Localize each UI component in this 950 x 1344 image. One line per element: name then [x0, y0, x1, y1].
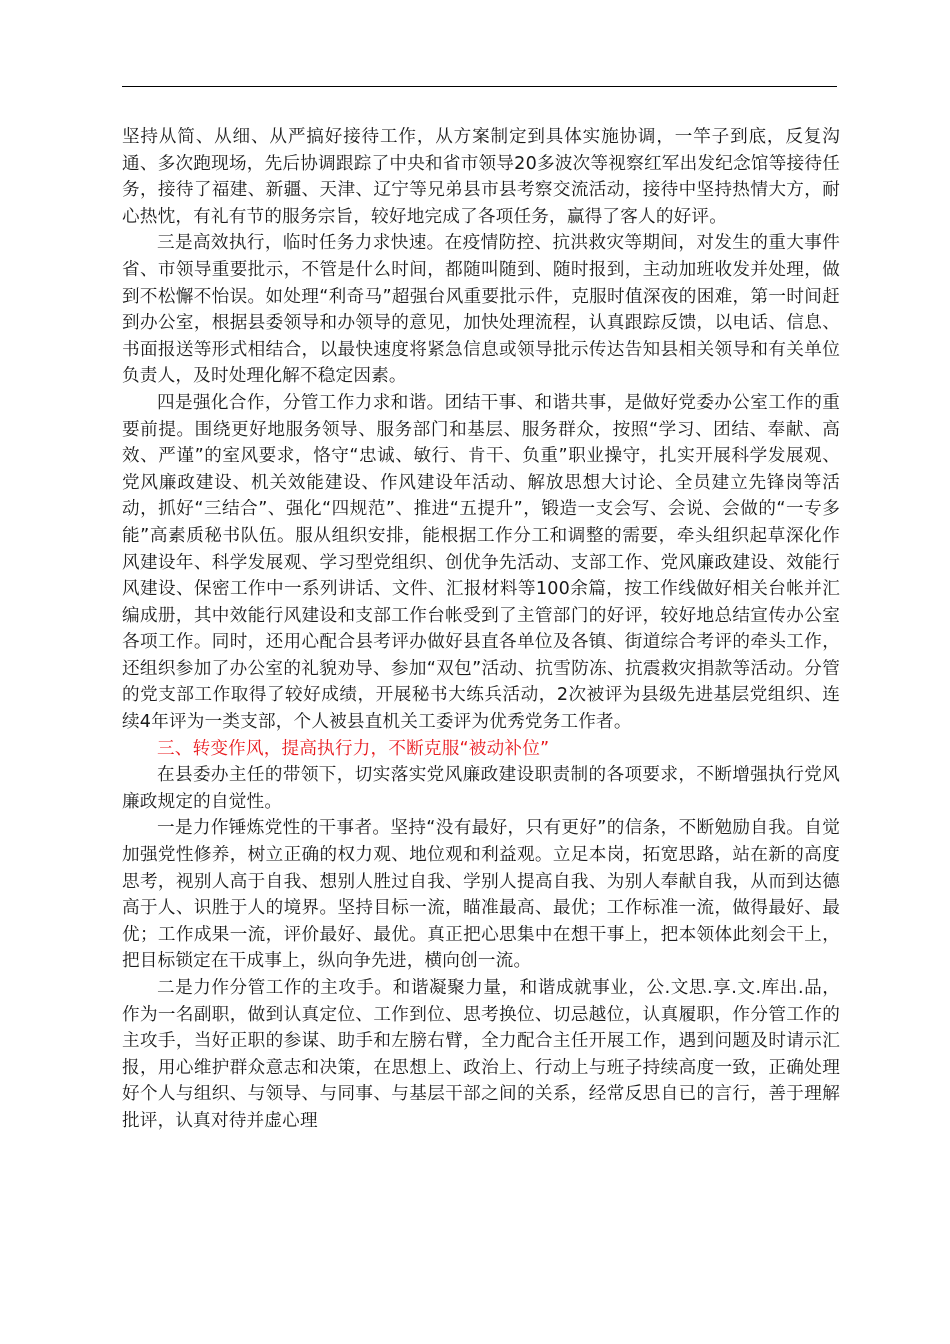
paragraph-second-point: 二是力作分管工作的主攻手。和谐凝聚力量，和谐成就事业，公.文思.享.文.库出.品，作为一名副职，做到认真定位、工作到位、思考换位、切忌越位，认真履职，作分管工作的主攻手，当好正职的参谋、助手和左膀右臂，全力配合主任开展工作，遇到问题及时请示汇报，用心维护群众意志和决策，在思想上、政治上、行动上与班子持续高度一致，正确处理好个人与组织、与领导、与同事、与基层干部之间的关系，经常反思自已的言行，善于理解批评，认真对待并虚心理 — [122, 978, 840, 1131]
paragraph-strengthen-cooperation: 四是强化合作，分管工作力求和谐。团结干事、和谐共事，是做好党委办公室工作的重要前提。围绕更好地服务领导、服务部门和基层、服务群众，按照“学习、团结、奉献、高效、严谨”的室风要求，恪守“忠诚、敏行、肯干、负重”职业操守，扎实开展科学发展观、党风廉政建设、机关效能建设、作风建设年活动、解放思想大讨论、全员建立先锋岗等活动，抓好“三结合”、强化“四规范”、推进“五提升”，锻造一支会写、会说、会做的“一专多能”高素质秘书队伍。服从组织安排，能根据工作分工和调整的需要，牵头组织起草深化作风建设年、科学发展观、学习型党组织、创优争先活动、支部工作、党风廉政建设、效能行风建设、保密工作中一系列讲话、文件、汇报材料等100余篇，按工作线做好相关台帐并汇编成册，其中效能行风建设和支部工作台帐受到了主管部门的好评，较好地总结宣传办公室各项工作。同时，还用心配合县考评办做好县直各单位及各镇、街道综合考评的牵头工作，还组织参加了办公室的礼貌劝导、参加“双包”活动、抗雪防冻、抗震救灾捐款等活动。分管的党支部工作取得了较好成绩，开展秘书大练兵活动，2次被评为县级先进基层党组织、连续4年评为一类支部，个人被县直机关工委评为优秀党务工作者。 — [122, 392, 840, 733]
paragraph-reception: 坚持从简、从细、从严搞好接待工作，从方案制定到具体实施协调，一竿子到底，反复沟通、多次跑现场，先后协调跟踪了中央和省市领导20多波次等视察红军出发纪念馆等接待任务，接待了福建、新疆、天津、辽宁等兄弟县市县考察交流活动，接待中坚持热情大方，耐心热忱，有礼有节的服务宗旨，较好地完成了各项任务，赢得了客人的好评。 — [122, 127, 840, 227]
paragraph-first-point: 一是力作锤炼党性的干事者。坚持“没有最好，只有更好”的信条，不断勉励自我。自觉加强党性修养，树立正确的权力观、地位观和利益观。立足本岗，拓宽思路，站在新的高度思考，视别人高于自我、想别人胜过自我、学别人提高自我、为别人奉献自我，从而到达德高于人、识胜于人的境界。坚持目标一流，瞄准最高、最优；工作标准一流，做得最好、最优；工作成果一流，评价最好、最优。真正把心思集中在想干事上，把本领体此刻会干上，把目标锁定在干成事上，纵向争先进，横向创一流。 — [122, 818, 840, 972]
paragraph-section-intro: 在县委办主任的带领下，切实落实党风廉政建设职责制的各项要求，不断增强执行党风廉政规定的自觉性。 — [122, 765, 840, 812]
paragraph-efficient-execution: 三是高效执行，临时任务力求快速。在疫情防控、抗洪救灾等期间，对发生的重大事件省、市领导重要批示，不管是什么时间，都随叫随到、随时报到，主动加班收发并处理，做到不松懈不怡误。如处理“利奇马”超强台风重要批示件，克服时值深夜的困难，第一时间赶到办公室，根据县委领导和办领导的意见，加快处理流程，认真跟踪反馈，以电话、信息、书面报送等形式相结合，以最快速度将紧急信息或领导批示传达告知县相关领导和有关单位负责人，及时处理化解不稳定因素。 — [122, 233, 840, 387]
header-rule — [122, 86, 837, 87]
section-heading: 三、转变作风，提高执行力，不断克服“被动补位” — [157, 738, 550, 759]
document-body — [122, 124, 840, 1135]
